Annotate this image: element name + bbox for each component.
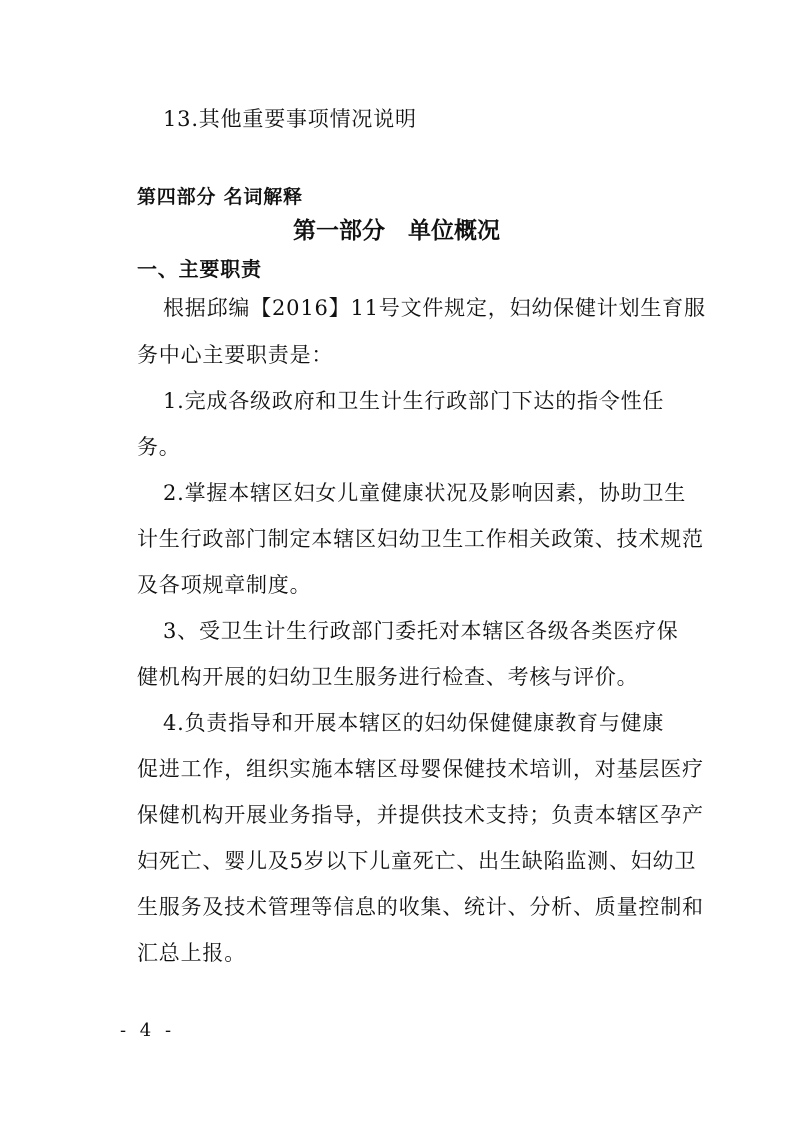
duty-4-line-5: 生服务及技术管理等信息的收集、统计、分析、质量控制和 (137, 895, 704, 919)
duty-4-line-2: 促进工作，组织实施本辖区母婴保健技术培训，对基层医疗 (137, 757, 704, 781)
duty-2-line-1: 2.掌握本辖区妇女儿童健康状况及影响因素，协助卫生 (163, 481, 687, 505)
item-13: 13.其他重要事项情况说明 (163, 107, 417, 131)
intro-line-2: 务中心主要职责是： (137, 343, 334, 367)
duty-2-line-3: 及各项规章制度。 (137, 573, 312, 597)
duty-4-line-4: 妇死亡、婴儿及5岁以下儿童死亡、出生缺陷监测、妇幼卫 (137, 849, 697, 873)
duty-4-line-3: 保健机构开展业务指导，并提供技术支持；负责本辖区孕产 (137, 803, 704, 827)
intro-line-1: 根据邱编【2016】11号文件规定，妇幼保健计划生育服 (163, 296, 706, 320)
duty-4-line-1: 4.负责指导和开展本辖区的妇幼保健健康教育与健康 (163, 711, 665, 735)
section-one-heading: 一、主要职责 (137, 257, 262, 281)
part-four-heading: 第四部分 名词解释 (137, 186, 303, 208)
part-one-title: 第一部分 单位概况 (293, 218, 500, 244)
duty-3-line-1: 3、受卫生计生行政部门委托对本辖区各级各类医疗保 (163, 619, 679, 643)
page-number: - 4 - (120, 1020, 176, 1041)
duty-1-line-1: 1.完成各级政府和卫生计生行政部门下达的指令性任 (163, 389, 665, 413)
duty-4-line-6: 汇总上报。 (137, 941, 246, 965)
duty-3-line-2: 健机构开展的妇幼卫生服务进行检查、考核与评价。 (137, 665, 639, 689)
duty-1-line-2: 务。 (137, 435, 181, 459)
duty-2-line-2: 计生行政部门制定本辖区妇幼卫生工作相关政策、技术规范 (137, 527, 704, 551)
